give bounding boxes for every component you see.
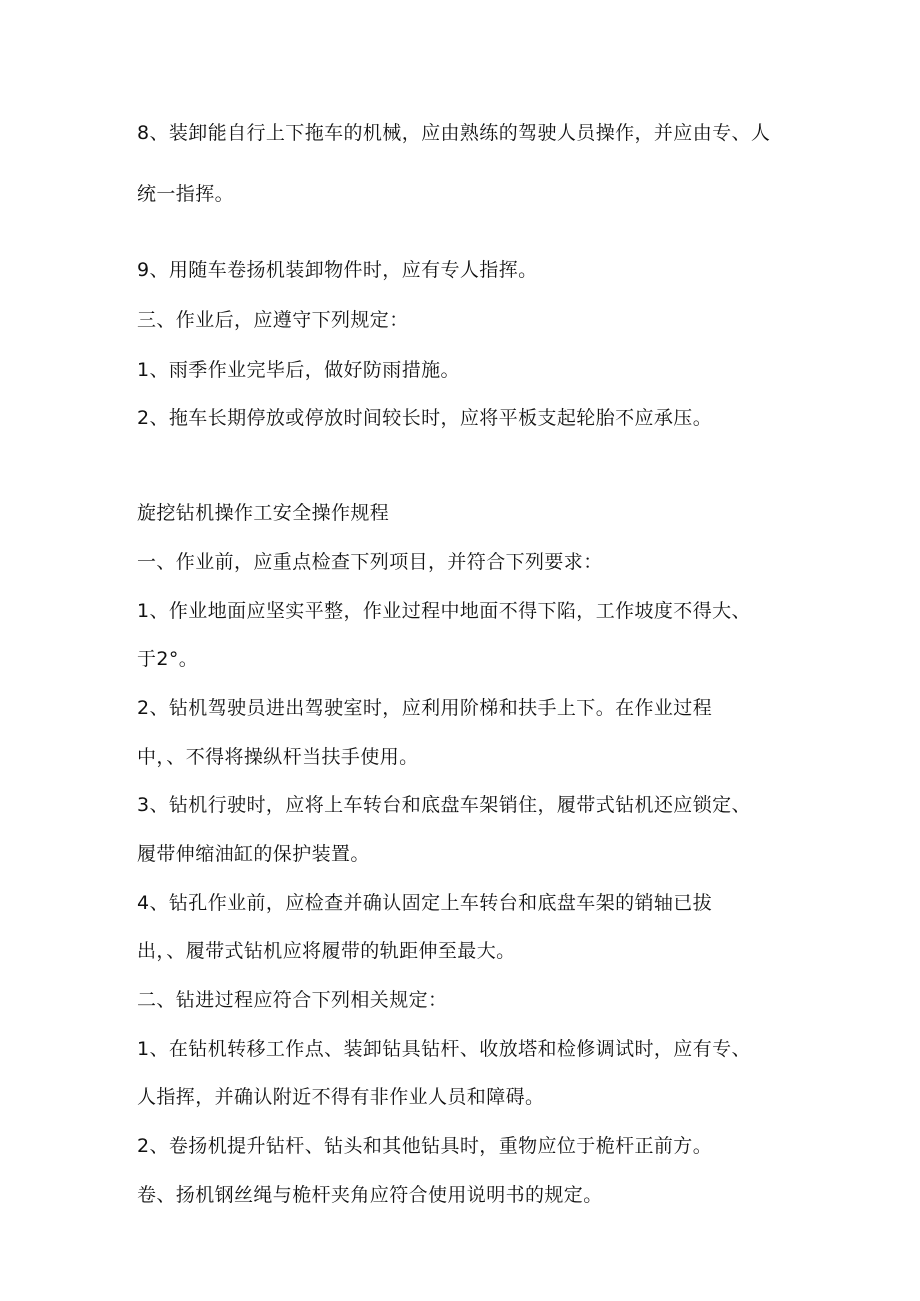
section-heading-after-work: 三、作业后，应遵守下列规定： <box>137 309 409 331</box>
paragraph-line-3: 9、用随车卷扬机装卸物件时，应有专人指挥。 <box>137 259 538 281</box>
section-heading-drilling: 二、钻进过程应符合下列相关规定： <box>137 989 448 1011</box>
paragraph-line-9: 1、作业地面应坚实平整，作业过程中地面不得下陷，工作坡度不得大、 <box>137 600 751 622</box>
paragraph-line-13: 3、钻机行驶时，应将上车转台和底盘车架销住，履带式钻机还应锁定、 <box>137 794 751 816</box>
paragraph-line-18: 1、在钻机转移工作点、装卸钻具钻杆、收放塔和检修调试时，应有专、 <box>137 1038 751 1060</box>
paragraph-line-15: 4、钻孔作业前，应检查并确认固定上车转台和底盘车架的销轴已拔 <box>137 892 713 914</box>
paragraph-line-11: 2、钻机驾驶员进出驾驶室时，应利用阶梯和扶手上下。在作业过程 <box>137 697 713 719</box>
paragraph-line-14: 履带伸缩油缸的保护装置。 <box>137 843 370 865</box>
paragraph-line-10: 于2°。 <box>137 648 199 670</box>
paragraph-line-1: 8、装卸能自行上下拖车的机械，应由熟练的驾驶人员操作，并应由专、人 <box>137 122 771 144</box>
section-heading-before-work: 一、作业前，应重点检查下列项目，并符合下列要求： <box>137 551 603 573</box>
paragraph-line-5: 1、雨季作业完毕后，做好防雨措施。 <box>137 359 460 381</box>
paragraph-line-2: 统一指挥。 <box>137 183 235 205</box>
paragraph-line-21: 卷、扬机钢丝绳与桅杆夹角应符合使用说明书的规定。 <box>137 1184 603 1206</box>
paragraph-line-19: 人指挥，并确认附近不得有非作业人员和障碍。 <box>137 1086 545 1108</box>
paragraph-line-6: 2、拖车长期停放或停放时间较长时，应将平板支起轮胎不应承压。 <box>137 407 713 429</box>
paragraph-line-20: 2、卷扬机提升钻杆、钻头和其他钻具时，重物应位于桅杆正前方。 <box>137 1135 713 1157</box>
document-title: 旋挖钻机操作工安全操作规程 <box>137 502 390 524</box>
paragraph-line-16: 出，、履带式钻机应将履带的轨距伸至最大。 <box>137 940 516 962</box>
paragraph-line-12: 中，、不得将操纵杆当扶手使用。 <box>137 746 419 768</box>
